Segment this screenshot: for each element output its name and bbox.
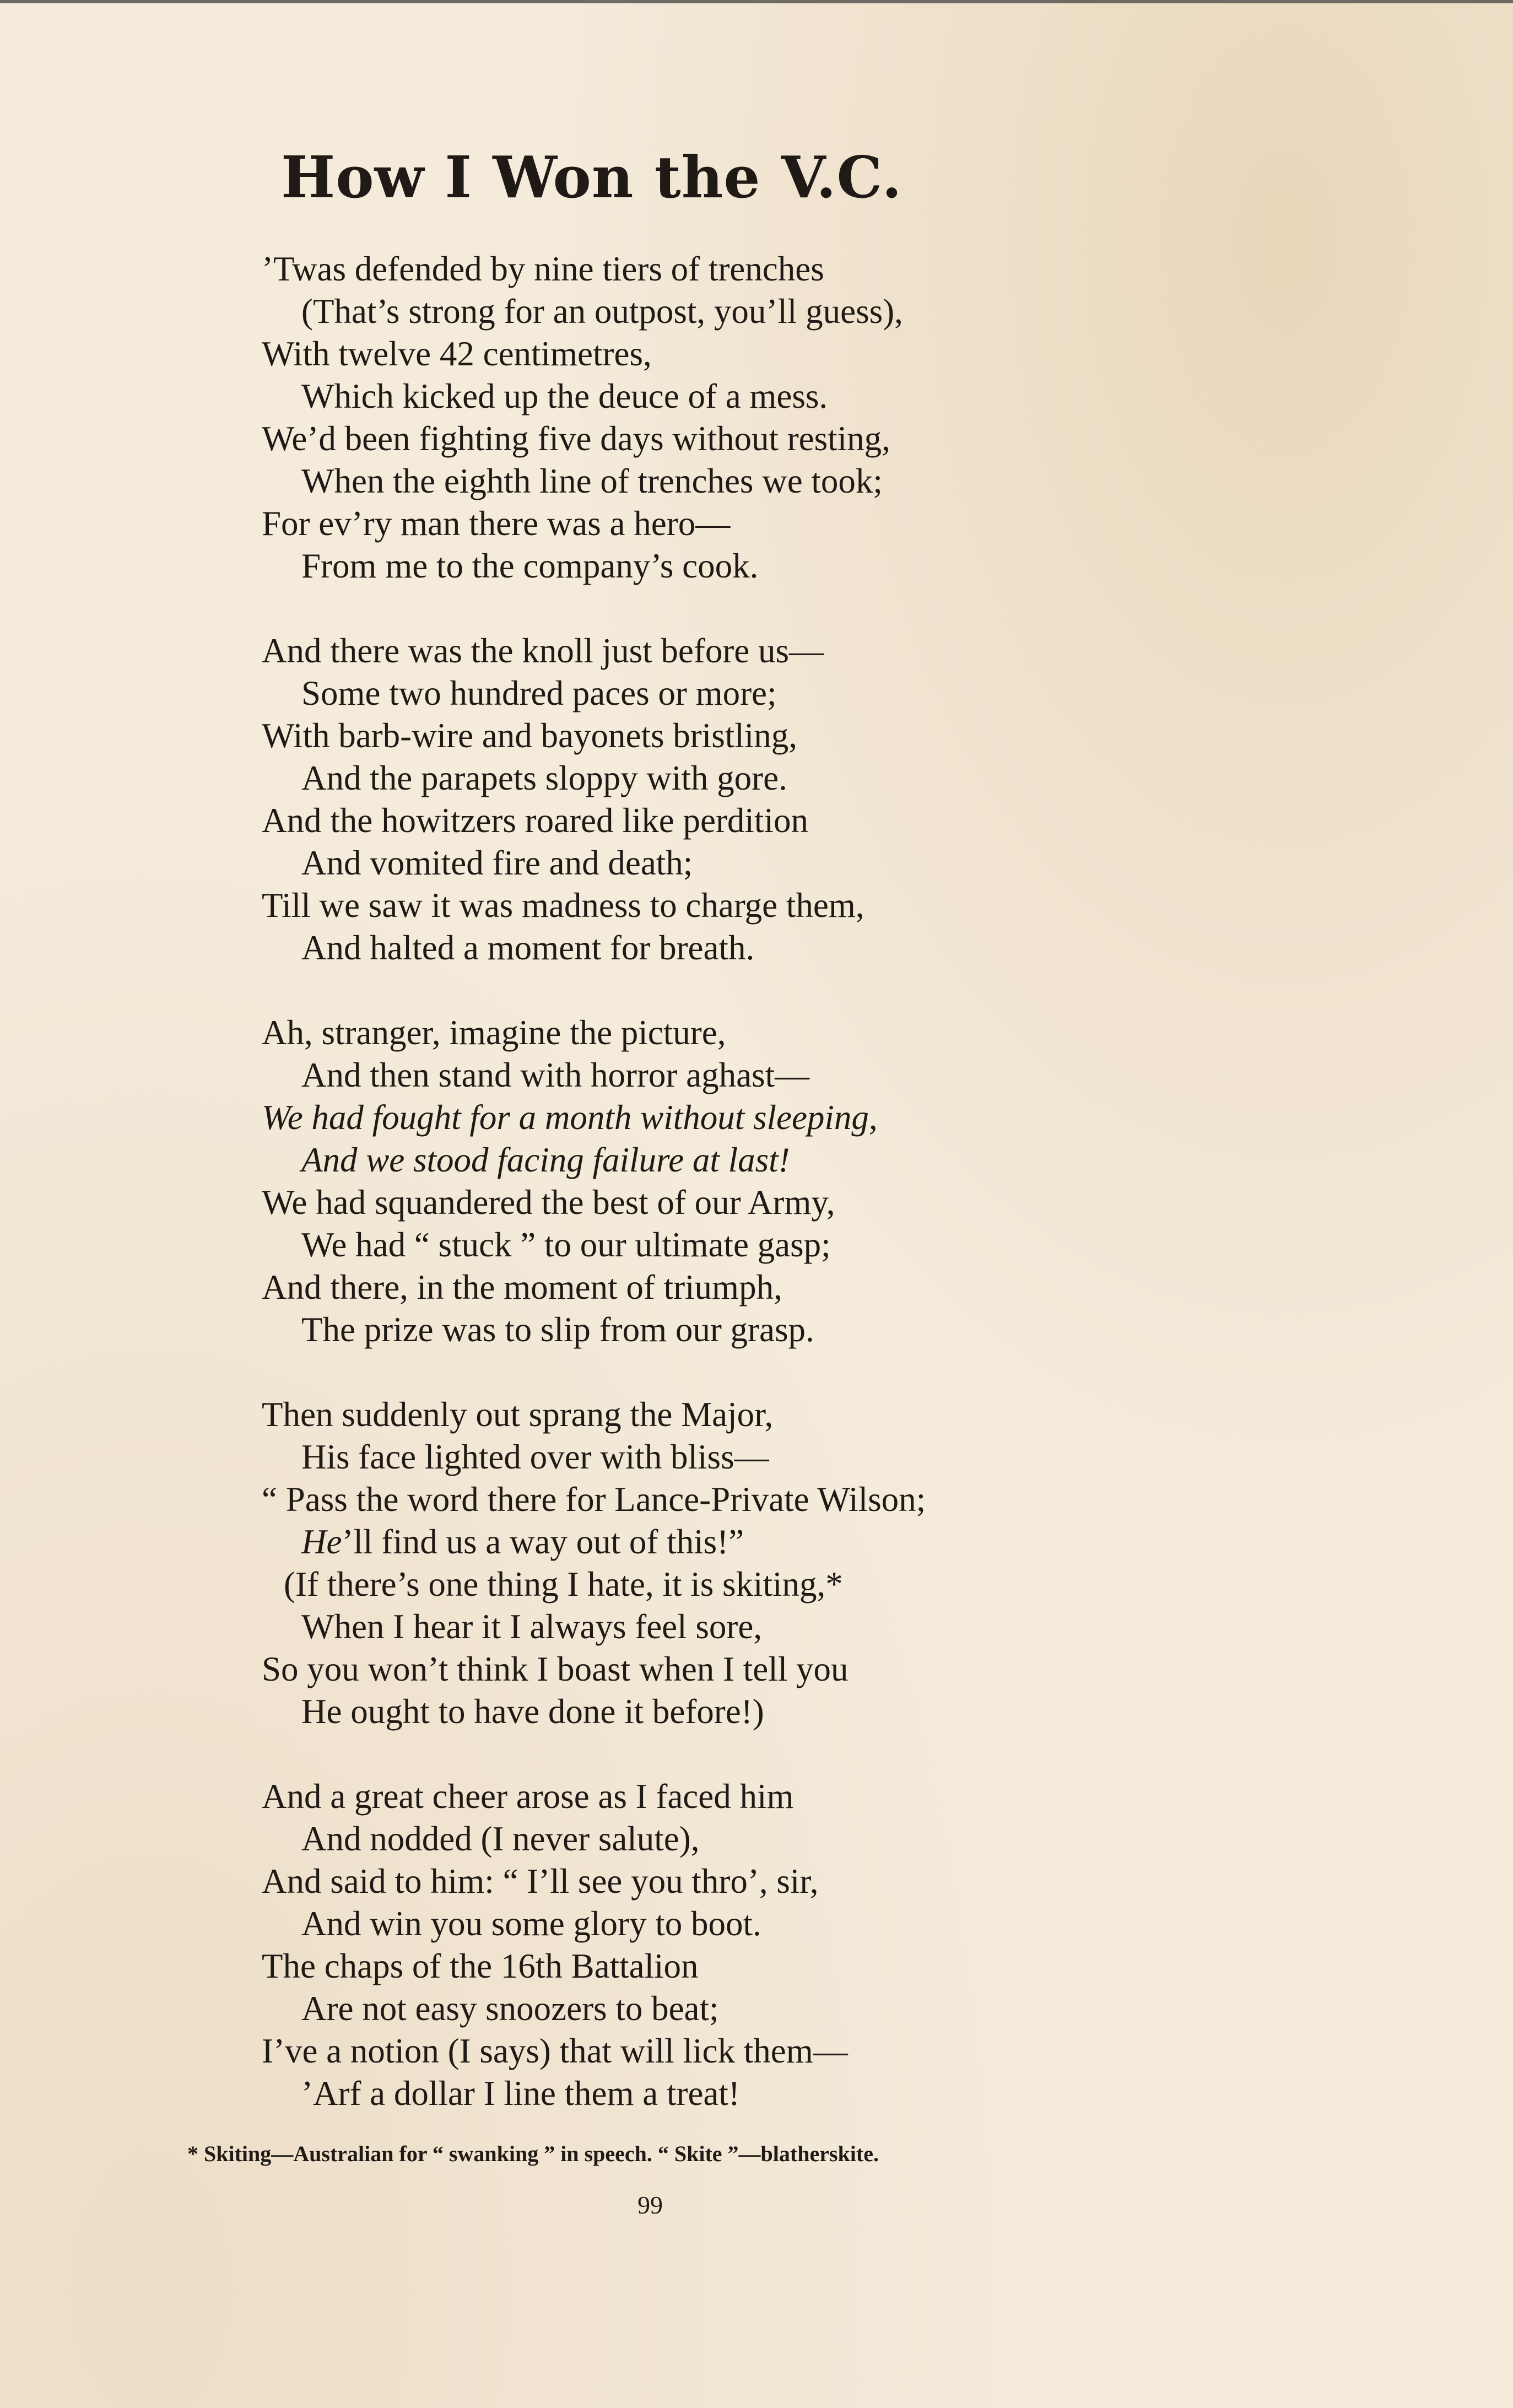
poem-line: And then stand with horror aghast— [301,1056,810,1094]
poem-line: We had squandered the best of our Army, [262,1183,835,1222]
stanza-3 [262,1012,1320,1351]
poem-line: And win you some glory to boot. [301,1904,761,1943]
footnote: * Skiting—Australian for “ swanking ” in speech. “ Skite ”—blatherskite. [187,2141,879,2166]
poem-word-italic: He [301,1522,342,1561]
poem-line: We had “ stuck ” to our ultimate gasp; [301,1225,831,1264]
poem-line: I’ve a notion (I says) that will lick them— [262,2032,848,2070]
poem-line-italic: And we stood facing failure at last! [301,1141,790,1179]
poem-title: How I Won the V.C. [281,143,903,211]
stanza-4 [262,1394,1320,1733]
poem-line: (If there’s one thing I hate, it is skiting,* [284,1565,843,1603]
page-number: 99 [637,2191,663,2219]
poem-line: Are not easy snoozers to beat; [301,1989,719,2028]
poem-line: Till we saw it was madness to charge them, [262,886,864,925]
top-edge-rule [0,0,1513,3]
poem-line: ’Twas defended by nine tiers of trenches [262,250,824,288]
poem-line: Ah, stranger, imagine the picture, [262,1013,726,1052]
poem-line: And there, in the moment of triumph, [262,1268,782,1306]
poem-line: “ Pass the word there for Lance-Private Wilson; [262,1480,926,1519]
poem-line: And nodded (I never salute), [301,1820,700,1858]
poem-line: And the howitzers roared like perdition [262,801,808,840]
poem-body [262,248,1320,2157]
poem-line: So you won’t think I boast when I tell you [262,1650,849,1688]
poem-line: He ought to have done it before!) [301,1692,764,1731]
stanza-1 [262,248,1320,587]
poem-line: And vomited fire and death; [301,844,693,882]
poem-line [262,1521,1320,1563]
poem-line: And a great cheer arose as I faced him [262,1777,794,1816]
poem-line: And the parapets sloppy with gore. [301,759,787,797]
poem-line: ’Arf a dollar I line them a treat! [301,2074,740,2113]
poem-line: And there was the knoll just before us— [262,631,824,670]
poem-line: With barb-wire and bayonets bristling, [262,716,797,755]
poem-line: From me to the company’s cook. [301,547,759,585]
poem-line: When the eighth line of trenches we took; [301,462,883,500]
poem-line: Then suddenly out sprang the Major, [262,1395,774,1434]
poem-line-rest: ’ll find us a way out of this!” [342,1522,744,1561]
poem-line: Some two hundred paces or more; [301,674,777,712]
poem-line: His face lighted over with bliss— [301,1438,769,1476]
stanza-2 [262,630,1320,969]
poem-line: (That’s strong for an outpost, you’ll guess), [301,292,903,331]
poem-line: The prize was to slip from our grasp. [301,1310,814,1349]
poem-line: We’d been fighting five days without resting, [262,419,890,458]
poem-line: And halted a moment for breath. [301,928,755,967]
poem-line: The chaps of the 16th Battalion [262,1947,699,1985]
poem-line: For ev’ry man there was a hero— [262,504,731,543]
poem-line: Which kicked up the deuce of a mess. [301,377,828,415]
poem-line-italic: We had fought for a month without sleeping, [262,1098,878,1137]
poem-line: With twelve 42 centimetres, [262,334,652,373]
poem-line: And said to him: “ I’ll see you thro’, sir, [262,1862,819,1901]
stanza-5 [262,1775,1320,2115]
poem-line: When I hear it I always feel sore, [301,1607,763,1646]
